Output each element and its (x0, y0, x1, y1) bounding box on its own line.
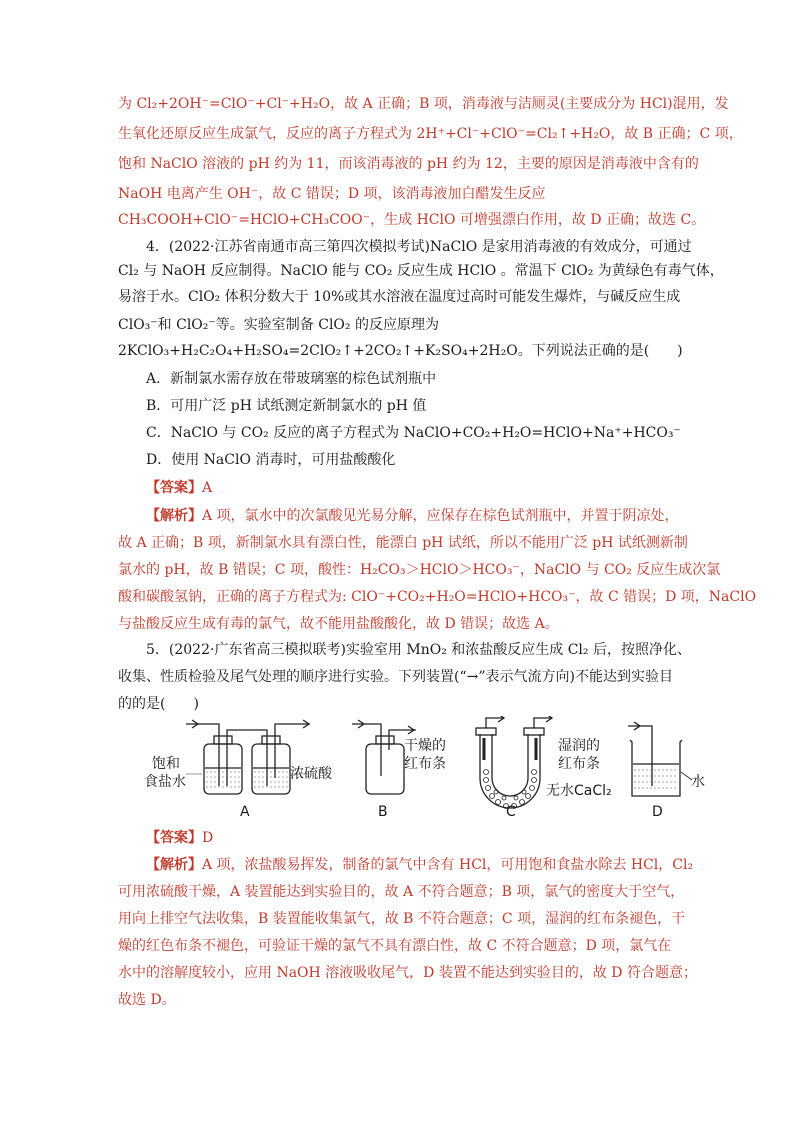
analysis-label: 【解析】 (146, 857, 202, 873)
option-d: D．使用 NaClO 消毒时，可用盐酸酸化 (146, 452, 396, 468)
answer-label: 【答案】 (146, 830, 202, 846)
label-wet-red-cloth: 湿润的 (558, 738, 600, 754)
analysis-line: 水中的溶解度较小，应用 NaOH 溶液吸收尾气，D 装置不能达到实验目的，故 D 符合题意； (118, 965, 697, 981)
question-5-line: 5．(2022·广东省高三模拟联考)实验室用 MnO₂ 和浓盐酸反应生成 Cl₂ 后，按照净化、 (146, 642, 691, 658)
caption-a: A (240, 804, 250, 820)
option-a: A．新制氯水需存放在带玻璃塞的棕色试剂瓶中 (146, 371, 437, 387)
label-water: 水 (691, 774, 705, 790)
answer-value: A (202, 480, 213, 496)
label-dry-red-cloth-2: 红布条 (404, 756, 446, 772)
analysis-line: 故选 D。 (118, 992, 176, 1008)
analysis-line: NaOH 电离产生 OH⁻，故 C 错误；D 项，该消毒液加白醋发生反应 (118, 186, 546, 202)
analysis-line (146, 855, 693, 875)
analysis-line: 生氧化还原反应生成氯气，反应的离子方程式为 2H⁺+Cl⁻+ClO⁻=Cl₂↑+H₂O，故 B 正确；C 项， (118, 126, 743, 142)
label-saturated-brine: 饱和 (152, 756, 180, 772)
answer-label: 【答案】 (146, 480, 202, 496)
label-saturated-brine-2: 食盐水 (144, 774, 186, 790)
analysis-line: 可用浓硫酸干燥，A 装置能达到实验目的，故 A 不符合题意；B 项，氯气的密度大于空气， (118, 884, 685, 900)
analysis-line: 用向上排空气法收集，B 装置能收集氯气，故 B 不符合题意；C 项，湿润的红布条褪色，干 (118, 911, 686, 927)
answer-line (146, 478, 212, 498)
option-b: B．可用广泛 pH 试纸测定新制氯水的 pH 值 (146, 398, 427, 414)
apparatus-c-icon (476, 716, 552, 808)
analysis-line: 燥的红色布条不褪色，可验证干燥的氯气不具有漂白性，故 C 不符合题意；D 项，氯气在 (118, 938, 672, 954)
apparatus-figure (140, 716, 720, 824)
analysis-line: 饱和 NaClO 溶液的 pH 约为 11，而该消毒液的 pH 约为 12，主要的原因是消毒液中含有的 (118, 156, 699, 172)
analysis-line: CH₃COOH+ClO⁻=HClO+CH₃COO⁻，生成 HClO 可增强漂白作用，故 D 正确；故选 C。 (118, 212, 706, 228)
analysis-label: 【解析】 (146, 508, 202, 524)
apparatus-d-icon (628, 722, 692, 796)
question-4-line: 2KClO₃+H₂C₂O₄+H₂SO₄=2ClO₂↑+2CO₂↑+K₂SO₄+2H₂O。下列说法正确的是( ) (118, 343, 683, 359)
question-4-line: 易溶于水。ClO₂ 体积分数大于 10%或其水溶液在温度过高时可能发生爆炸，与碱反应生成 (118, 289, 681, 305)
caption-b: B (378, 804, 388, 820)
question-5-line: 收集、性质检验及尾气处理的顺序进行实验。下列装置(“→”表示气流方向)不能达到实验目 (118, 669, 673, 685)
analysis-line: 故 A 正确；B 项，新制氯水具有漂白性，能漂白 pH 试纸，所以不能用广泛 pH 试纸测新制 (118, 535, 688, 551)
analysis-line: 氯水的 pH，故 B 错误；C 项，酸性：H₂CO₃＞HClO＞HCO₃⁻，NaClO 与 CO₂ 反应生成次氯 (118, 562, 721, 578)
option-c: C．NaClO 与 CO₂ 反应的离子方程式为 NaClO+CO₂+H₂O=HClO+Na⁺+HCO₃⁻ (146, 425, 681, 441)
label-dry-red-cloth: 干燥的 (404, 738, 446, 754)
caption-c: C (506, 804, 516, 820)
answer-line (146, 828, 213, 848)
caption-d: D (652, 804, 663, 820)
analysis-line: 酸和碳酸氢钠，正确的离子方程式为: ClO⁻+CO₂+H₂O=HClO+HCO₃⁻，故 C 错误；D 项，NaClO (118, 589, 757, 605)
question-4-line: ClO₃⁻和 ClO₂⁻等。实验室制备 ClO₂ 的反应原理为 (118, 317, 439, 333)
label-anhydrous-cacl2: 无水CaCl₂ (546, 783, 612, 799)
question-5-line: 的的是( ) (118, 696, 199, 712)
analysis-line: 为 Cl₂+2OH⁻=ClO⁻+Cl⁻+H₂O，故 A 正确；B 项，消毒液与洁厕灵(主要成分为 HCl)混用，发 (118, 96, 729, 112)
question-4-line: 4．(2022·江苏省南通市高三第四次模拟考试)NaClO 是家用消毒液的有效成分，可通过 (146, 239, 692, 255)
label-conc-sulfuric-acid: 浓硫酸 (290, 766, 332, 782)
analysis-text: A 项，氯水中的次氯酸见光易分解，应保存在棕色试剂瓶中，并置于阴凉处， (202, 508, 679, 524)
answer-value: D (202, 830, 214, 846)
analysis-line: 与盐酸反应生成有毒的氯气，故不能用盐酸酸化，故 D 错误；故选 A。 (118, 616, 559, 632)
analysis-line (146, 506, 679, 526)
analysis-text: A 项，浓盐酸易挥发，制备的氯气中含有 HCl，可用饱和食盐水除去 HCl，Cl₂ (202, 857, 694, 873)
label-wet-red-cloth-2: 红布条 (558, 756, 600, 772)
question-4-line: Cl₂ 与 NaOH 反应制得。NaClO 能与 CO₂ 反应生成 HClO 。常温下 ClO₂ 为黄绿色有毒气体， (118, 263, 724, 279)
